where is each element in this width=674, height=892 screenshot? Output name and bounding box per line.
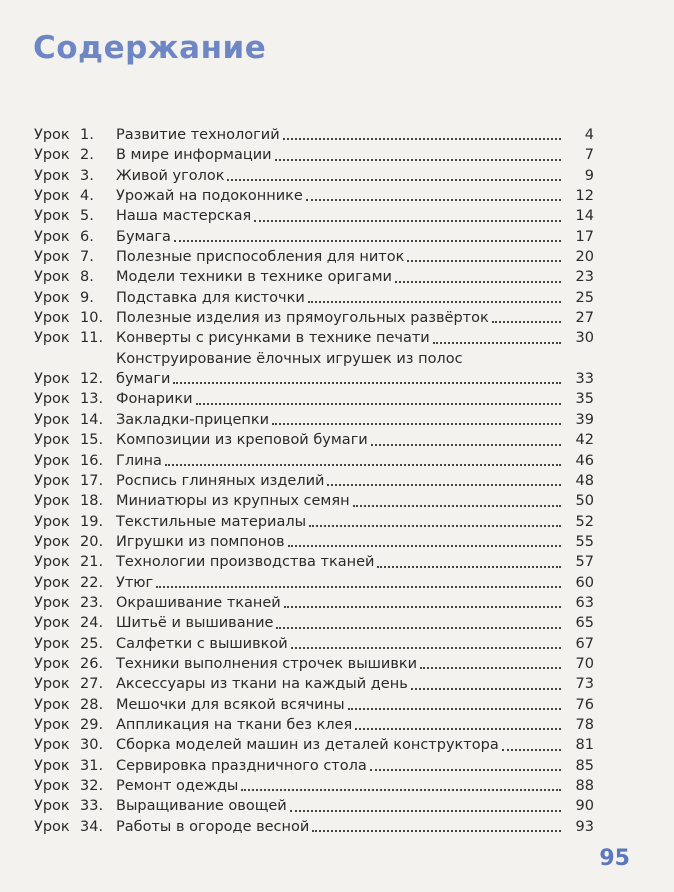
dot-leader <box>174 240 561 242</box>
dot-leader <box>377 566 561 568</box>
entry-page-number: 39 <box>575 411 594 428</box>
entry-title: Сервировка праздничного стола <box>116 757 367 774</box>
dot-leader <box>407 260 561 262</box>
entry-page-number: 9 <box>584 167 594 184</box>
entry-page-number: 25 <box>575 289 594 306</box>
lesson-label: Урок <box>34 310 70 327</box>
entry-title: Полезные изделия из прямоугольных развёрток <box>116 310 489 327</box>
lesson-number: 15. <box>80 432 104 449</box>
lesson-label: Урок <box>34 167 70 184</box>
entry-page-number: 33 <box>575 371 594 388</box>
toc-entry <box>34 634 594 654</box>
toc-entry <box>34 410 594 430</box>
lesson-number: 26. <box>80 655 104 672</box>
lesson-number: 2. <box>80 147 94 164</box>
lesson-number: 10. <box>80 310 104 327</box>
entry-page-number: 46 <box>575 452 594 469</box>
entry-page-number: 12 <box>575 188 594 205</box>
lesson-label: Урок <box>34 472 70 489</box>
entry-title: Мешочки для всякой всячины <box>116 696 345 713</box>
toc-entry <box>34 308 594 328</box>
lesson-label: Урок <box>34 432 70 449</box>
toc-entry <box>34 491 594 511</box>
lesson-number: 34. <box>80 818 104 835</box>
entry-title: Живой уголок <box>116 167 225 184</box>
dot-leader <box>254 220 561 222</box>
entry-title: Сборка моделей машин из деталей конструктора <box>116 737 499 754</box>
toc-entry <box>34 573 594 593</box>
dot-leader <box>309 525 561 527</box>
lesson-label: Урок <box>34 594 70 611</box>
entry-page-number: 14 <box>575 208 594 225</box>
lesson-number: 19. <box>80 513 104 530</box>
entry-title: Аксессуары из ткани на каждый день <box>116 676 408 693</box>
entry-title: Урожай на подоконнике <box>116 188 303 205</box>
lesson-number: 3. <box>80 167 94 184</box>
toc-entry <box>34 512 594 532</box>
lesson-label: Урок <box>34 716 70 733</box>
entry-title: Шитьё и вышивание <box>116 615 274 632</box>
lesson-label: Урок <box>34 696 70 713</box>
entry-page-number: 48 <box>575 472 594 489</box>
entry-title-line2: бумаги <box>116 371 171 388</box>
dot-leader <box>290 810 561 812</box>
lesson-label: Урок <box>34 330 70 347</box>
entry-page-number: 67 <box>575 635 594 652</box>
entry-page-number: 88 <box>575 778 594 794</box>
entry-title: Салфетки с вышивкой <box>116 635 288 652</box>
dot-leader <box>370 769 561 771</box>
dot-leader <box>276 627 561 629</box>
lesson-label: Урок <box>34 554 70 571</box>
dot-leader <box>227 179 561 181</box>
entry-page-number: 23 <box>575 269 594 286</box>
entry-page-number: 57 <box>575 554 594 571</box>
entry-page-number: 73 <box>575 676 594 693</box>
lesson-label: Урок <box>34 249 70 266</box>
toc-entry <box>34 125 594 145</box>
dot-leader <box>165 464 561 466</box>
dot-leader <box>312 830 561 832</box>
lesson-label: Урок <box>34 635 70 652</box>
lesson-number: 6. <box>80 228 94 245</box>
lesson-number: 33. <box>80 798 104 815</box>
entry-page-number: 63 <box>575 594 594 611</box>
toc-entry <box>34 328 594 348</box>
dot-leader <box>291 647 561 649</box>
entry-title: Глина <box>116 452 162 469</box>
toc-entry <box>34 756 594 776</box>
lesson-label: Урок <box>34 411 70 428</box>
entry-page-number: 35 <box>575 391 594 408</box>
entry-title: Подставка для кисточки <box>116 289 305 306</box>
entry-page-number: 52 <box>575 513 594 530</box>
toc-entry <box>34 227 594 247</box>
toc-entry <box>34 186 594 206</box>
lesson-number: 21. <box>80 554 104 571</box>
table-of-contents <box>34 125 594 837</box>
toc-entry <box>34 145 594 165</box>
entry-title: Бумага <box>116 228 171 245</box>
entry-page-number: 81 <box>575 737 594 754</box>
entry-title: Развитие технологий <box>116 127 280 143</box>
entry-title: Композиции из креповой бумаги <box>116 432 368 449</box>
entry-title: Ремонт одежды <box>116 778 239 794</box>
entry-page-number: 76 <box>575 696 594 713</box>
lesson-number: 23. <box>80 594 104 611</box>
entry-page-number: 7 <box>584 147 594 164</box>
dot-leader <box>156 586 561 588</box>
entry-page-number: 20 <box>575 249 594 266</box>
toc-entry <box>34 349 594 390</box>
entry-title: Полезные приспособления для ниток <box>116 249 405 266</box>
entry-page-number: 60 <box>575 574 594 591</box>
lesson-label: Урок <box>34 289 70 306</box>
toc-entry <box>34 776 594 796</box>
lesson-label: Урок <box>34 127 70 143</box>
entry-page-number: 42 <box>575 432 594 449</box>
dot-leader <box>502 749 561 751</box>
entry-page-number: 50 <box>575 493 594 510</box>
lesson-label: Урок <box>34 676 70 693</box>
toc-entry <box>34 613 594 633</box>
lesson-label: Урок <box>34 615 70 632</box>
entry-page-number: 70 <box>575 655 594 672</box>
lesson-label: Урок <box>34 371 70 388</box>
entry-page-number: 90 <box>575 798 594 815</box>
entry-title: Техники выполнения строчек вышивки <box>116 655 418 672</box>
page-title: Содержание <box>33 30 267 66</box>
dot-leader <box>308 301 561 303</box>
lesson-number: 20. <box>80 533 104 550</box>
toc-entry <box>34 389 594 409</box>
lesson-number: 13. <box>80 391 104 408</box>
entry-title: Окрашивание тканей <box>116 594 281 611</box>
lesson-number: 27. <box>80 676 104 693</box>
toc-entry <box>34 654 594 674</box>
entry-page-number: 55 <box>575 533 594 550</box>
lesson-label: Урок <box>34 269 70 286</box>
lesson-number: 11. <box>80 330 104 347</box>
lesson-number: 24. <box>80 615 104 632</box>
toc-entry <box>34 532 594 552</box>
entry-title: В мире информации <box>116 147 272 164</box>
entry-title: Конверты с рисунками в технике печати <box>116 330 430 347</box>
entry-page-number: 93 <box>575 818 594 835</box>
toc-entry <box>34 735 594 755</box>
lesson-label: Урок <box>34 513 70 530</box>
lesson-label: Урок <box>34 452 70 469</box>
dot-leader <box>355 728 561 730</box>
lesson-label: Урок <box>34 391 70 408</box>
lesson-label: Урок <box>34 778 70 794</box>
entry-title: Выращивание овощей <box>116 798 287 815</box>
lesson-number: 17. <box>80 472 104 489</box>
entry-page-number: 4 <box>584 127 594 143</box>
toc-entry <box>34 451 594 471</box>
toc-entry <box>34 715 594 735</box>
entry-title: Аппликация на ткани без клея <box>116 716 353 733</box>
toc-entry <box>34 471 594 491</box>
lesson-label: Урок <box>34 757 70 774</box>
toc-entry <box>34 796 594 816</box>
lesson-label: Урок <box>34 533 70 550</box>
entry-title: Роспись глиняных изделий <box>116 472 325 489</box>
lesson-number: 32. <box>80 778 104 794</box>
lesson-number: 5. <box>80 208 94 225</box>
entry-title: Модели техники в технике оригами <box>116 269 392 286</box>
lesson-label: Урок <box>34 737 70 754</box>
dot-leader <box>433 342 561 344</box>
toc-entry <box>34 593 594 613</box>
lesson-label: Урок <box>34 493 70 510</box>
entry-page-number: 17 <box>575 228 594 245</box>
toc-entry <box>34 166 594 186</box>
dot-leader <box>492 321 561 323</box>
dot-leader <box>348 708 561 710</box>
toc-entry <box>34 430 594 450</box>
entry-title: Текстильные материалы <box>116 513 307 530</box>
lesson-label: Урок <box>34 655 70 672</box>
lesson-number: 12. <box>80 371 104 388</box>
dot-leader <box>327 484 561 486</box>
dot-leader <box>411 688 561 690</box>
lesson-label: Урок <box>34 798 70 815</box>
lesson-number: 9. <box>80 289 94 306</box>
entry-page-number: 30 <box>575 330 594 347</box>
dot-leader <box>353 505 561 507</box>
entry-title: Миниатюры из крупных семян <box>116 493 350 510</box>
toc-entry <box>34 267 594 287</box>
dot-leader <box>306 199 561 201</box>
entry-page-number: 85 <box>575 757 594 774</box>
lesson-number: 31. <box>80 757 104 774</box>
toc-entry <box>34 288 594 308</box>
lesson-number: 28. <box>80 696 104 713</box>
lesson-number: 18. <box>80 493 104 510</box>
dot-leader <box>284 606 561 608</box>
toc-entry <box>34 206 594 226</box>
lesson-label: Урок <box>34 228 70 245</box>
lesson-number: 30. <box>80 737 104 754</box>
toc-entry <box>34 674 594 694</box>
toc-entry <box>34 247 594 267</box>
lesson-number: 22. <box>80 574 104 591</box>
lesson-number: 8. <box>80 269 94 286</box>
dot-leader <box>395 281 561 283</box>
lesson-number: 1. <box>80 127 94 143</box>
entry-title: Технологии производства тканей <box>116 554 375 571</box>
lesson-label: Урок <box>34 818 70 835</box>
entry-page-number: 65 <box>575 615 594 632</box>
dot-leader <box>173 382 561 384</box>
lesson-number: 7. <box>80 249 94 266</box>
entry-title-line1: Конструирование ёлочных игрушек из полос <box>116 350 463 367</box>
lesson-number: 29. <box>80 716 104 733</box>
dot-leader <box>196 403 561 405</box>
toc-entry <box>34 552 594 572</box>
entry-page-number: 27 <box>575 310 594 327</box>
toc-entry <box>34 695 594 715</box>
lesson-number: 14. <box>80 411 104 428</box>
entry-title: Игрушки из помпонов <box>116 533 285 550</box>
toc-entry <box>34 817 594 837</box>
dot-leader <box>275 159 561 161</box>
dot-leader <box>371 444 561 446</box>
lesson-number: 16. <box>80 452 104 469</box>
lesson-label: Урок <box>34 147 70 164</box>
dot-leader <box>283 138 561 140</box>
entry-title: Работы в огороде весной <box>116 818 310 835</box>
dot-leader <box>272 423 561 425</box>
lesson-number: 25. <box>80 635 104 652</box>
entry-page-number: 78 <box>575 716 594 733</box>
dot-leader <box>288 545 561 547</box>
page-number: 95 <box>599 846 630 871</box>
dot-leader <box>241 789 561 791</box>
entry-title: Утюг <box>116 574 154 591</box>
dot-leader <box>420 667 561 669</box>
lesson-label: Урок <box>34 574 70 591</box>
lesson-label: Урок <box>34 188 70 205</box>
lesson-number: 4. <box>80 188 94 205</box>
lesson-label: Урок <box>34 208 70 225</box>
entry-title: Наша мастерская <box>116 208 252 225</box>
entry-title: Фонарики <box>116 391 193 408</box>
entry-title: Закладки-прицепки <box>116 411 270 428</box>
